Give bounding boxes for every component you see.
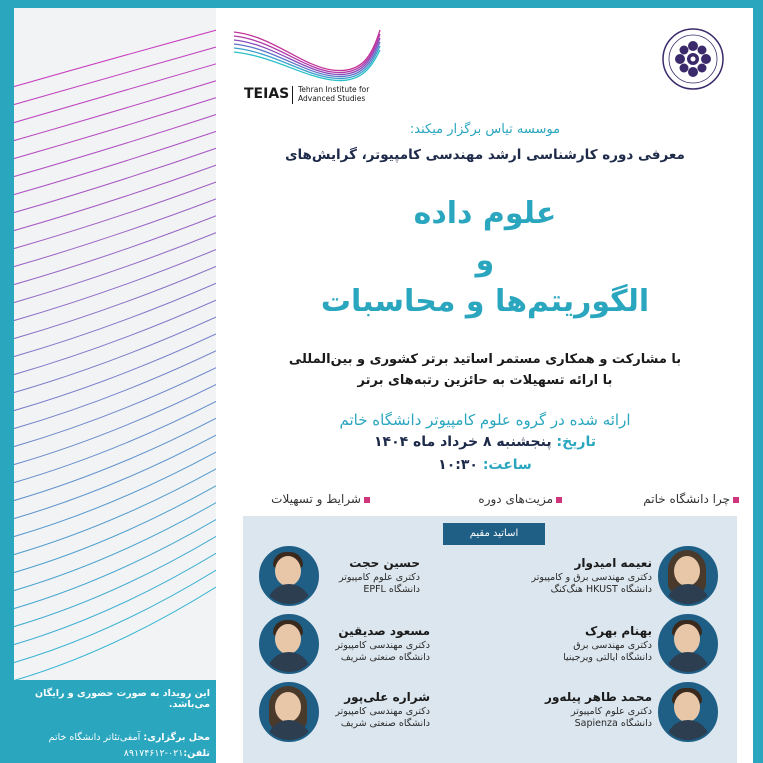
- face-shape: [674, 692, 700, 722]
- right-accent-strip: [753, 0, 763, 763]
- faculty-avatar-5: [259, 682, 319, 742]
- teias-name-line2: Advanced Studies: [298, 94, 366, 103]
- faculty-info-0: [470, 556, 652, 596]
- decorative-line: [14, 112, 216, 178]
- faculty-info-2: [470, 624, 652, 664]
- faculty-university: دانشگاه EPFL: [363, 584, 420, 595]
- faculty-avatar-2: [658, 614, 718, 674]
- decorative-line: [14, 196, 216, 268]
- decorative-line: [14, 448, 216, 538]
- faculty-info-5: [320, 690, 430, 730]
- faculty-name: حسین حجت: [349, 556, 420, 570]
- teias-fullname: [298, 85, 408, 103]
- decorative-line: [14, 162, 216, 232]
- faculty-avatar-1: [259, 546, 319, 606]
- decorative-line: [14, 582, 216, 680]
- body-shape: [666, 652, 710, 674]
- left-accent-strip: [0, 0, 14, 700]
- decorative-line: [14, 532, 216, 628]
- top-accent-strip: [0, 0, 763, 8]
- bullet-square-icon: [556, 497, 562, 503]
- link-why-label: چرا دانشگاه خاتم: [643, 492, 730, 506]
- perks-line: با ارائه تسهیلات به حائزین رتبه‌های برتر: [357, 373, 613, 388]
- decorative-line: [14, 381, 216, 466]
- face-shape: [275, 556, 301, 586]
- faculty-university: دانشگاه Sapienza: [574, 718, 652, 729]
- decorative-line: [14, 330, 216, 412]
- decorative-line: [14, 95, 216, 160]
- decorative-line: [14, 515, 216, 610]
- decorative-line: [14, 28, 216, 88]
- teias-abbr: TEIAS: [244, 86, 290, 102]
- body-shape: [267, 584, 311, 606]
- faculty-tab: اساتید مقیم: [443, 523, 545, 545]
- body-shape: [267, 652, 311, 674]
- body-shape: [666, 720, 710, 742]
- decorative-line: [14, 78, 216, 142]
- faculty-avatar-3: [259, 614, 319, 674]
- offered-by-line: ارائه شده در گروه علوم کامپیوتر دانشگاه خاتم: [339, 411, 631, 429]
- program-intro: معرفی دوره کارشناسی ارشد مهندسی کامپیوتر، گرایش‌های: [285, 147, 685, 163]
- phone-label: تلفن:: [183, 748, 210, 759]
- title-algorithms: الگوریتم‌ها و محاسبات: [320, 284, 650, 319]
- venue-value: آمفی‌تئاتر دانشگاه خاتم: [48, 732, 141, 743]
- faculty-degree: دکتری علوم کامپیوتر: [571, 706, 652, 717]
- bullet-square-icon: [364, 497, 370, 503]
- link-why-khatam[interactable]: [613, 492, 739, 510]
- free-attendance-note: این رویداد به صورت حضوری و رایگان می‌باشد.: [35, 688, 210, 710]
- face-shape: [674, 556, 700, 586]
- face-shape: [275, 692, 301, 722]
- teias-name-line1: Tehran Institute for: [298, 85, 370, 94]
- collaboration-line: با مشارکت و همکاری مستمر اساتید برتر کشوری و بین‌المللی: [288, 352, 682, 367]
- faculty-degree: دکتری مهندسی کامپیوتر: [335, 706, 430, 717]
- faculty-name: محمد طاهر پیله‌ور: [545, 690, 652, 704]
- faculty-university: دانشگاه HKUST هنگ‌کنگ: [550, 584, 652, 595]
- date-line: [220, 434, 750, 450]
- decorative-line: [14, 431, 216, 520]
- organizer-line: موسسه تیاس برگزار میکند:: [409, 122, 561, 137]
- title-data-science: علوم داده: [413, 196, 557, 231]
- date-value: پنجشنبه ۸ خرداد ماه ۱۴۰۴: [373, 434, 552, 450]
- faculty-avatar-4: [658, 682, 718, 742]
- faculty-avatar-0: [658, 546, 718, 606]
- faculty-university: دانشگاه ایالتی ویرجینیا: [563, 652, 652, 663]
- decorative-line: [14, 146, 216, 214]
- faculty-degree: دکتری مهندسی کامپیوتر: [335, 640, 430, 651]
- decorative-line: [14, 464, 216, 556]
- venue-label: محل برگزاری:: [143, 732, 210, 743]
- link-benefits[interactable]: [452, 492, 562, 510]
- decorative-line: [14, 62, 216, 124]
- faculty-info-3: [320, 624, 430, 664]
- decorative-line: [14, 397, 216, 484]
- decorative-line: [14, 179, 216, 250]
- teias-wave-icon: [232, 26, 382, 82]
- phone-line: [6, 748, 210, 759]
- decorative-line: [14, 129, 216, 196]
- faculty-university: دانشگاه صنعتی شریف: [340, 718, 430, 729]
- faculty-name: نعیمه امیدوار: [574, 556, 652, 570]
- decorative-line: [14, 280, 216, 358]
- face-shape: [275, 624, 301, 654]
- time-label: ساعت:: [482, 457, 532, 473]
- link-conditions-label: شرایط و تسهیلات: [271, 492, 361, 506]
- decorative-line: [14, 229, 216, 304]
- face-shape: [674, 624, 700, 654]
- faculty-degree: دکتری علوم کامپیوتر: [339, 572, 420, 583]
- faculty-degree: دکتری مهندسی برق: [573, 640, 652, 651]
- decorative-line: [14, 565, 216, 664]
- decorative-line: [14, 45, 216, 106]
- bullet-square-icon: [733, 497, 739, 503]
- decorative-line: [14, 481, 216, 574]
- event-info-box: [0, 680, 216, 763]
- link-benefits-label: مزیت‌های دوره: [478, 492, 553, 506]
- time-value: ۱۰:۳۰: [438, 457, 478, 473]
- faculty-university: دانشگاه صنعتی شریف: [340, 652, 430, 663]
- decorative-line: [14, 213, 216, 286]
- date-label: تاریخ:: [556, 434, 597, 450]
- logo-separator: [292, 86, 293, 104]
- teias-logo: [232, 26, 392, 108]
- decorative-line: [14, 297, 216, 376]
- faculty-name: بهنام بهرک: [585, 624, 652, 638]
- faculty-name: مسعود صدیقین: [338, 624, 430, 638]
- khatam-university-seal-icon: [662, 28, 724, 90]
- link-conditions[interactable]: [240, 492, 370, 510]
- time-line: [220, 457, 750, 473]
- decorative-lines-icon: [14, 8, 216, 680]
- title-and: و: [475, 243, 495, 278]
- decorative-line: [14, 414, 216, 502]
- faculty-degree: دکتری مهندسی برق و کامپیوتر: [531, 572, 652, 583]
- decorative-line-panel: [14, 8, 216, 680]
- faculty-name: شراره علی‌پور: [344, 690, 430, 704]
- phone-value: ۰۲۱-۸۹۱۷۴۶۱۲: [123, 748, 184, 759]
- faculty-info-1: [320, 556, 420, 596]
- faculty-info-4: [470, 690, 652, 730]
- decorative-line: [14, 263, 216, 340]
- venue-line: [6, 732, 210, 743]
